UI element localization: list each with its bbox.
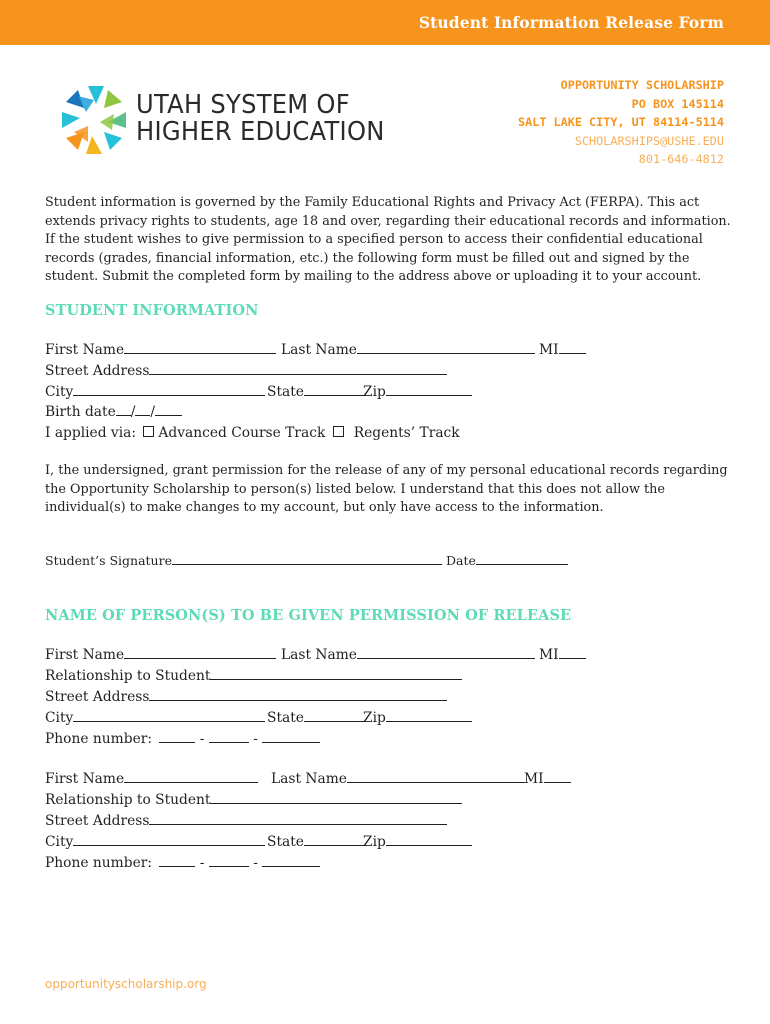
birth-date-row [45,403,182,421]
person2-relationship-row [45,791,462,809]
person2-phone-prefix-input[interactable] [209,854,249,867]
birth-year-input[interactable] [155,403,182,416]
applied-via-label: I applied via: [45,425,137,441]
person2-phone-label: Phone number: [45,855,153,871]
person1-relationship-label: Relationship to Student [45,668,211,684]
city-label: City [45,384,74,400]
person1-first-name-label: First Name [45,647,125,663]
birth-day-input[interactable] [135,403,150,416]
contact-block [518,76,724,169]
mi-label: MI [539,342,559,358]
person2-phone-line-input[interactable] [262,854,320,867]
regents-track-checkbox[interactable] [333,426,344,437]
person1-city-row [45,709,745,727]
person1-street-input[interactable] [149,688,447,701]
birth-month-input[interactable] [116,403,131,416]
ferpa-intro: Student information is governed by the Family Educational Rights and Privacy Act (FERPA). This act extends privacy rights to students, age 18 and over, regarding their educational records and information. If the student wishes to give permission to a specified person to access their confidential educational records (grades, financial information, etc.) the following form must be filled out and signed by the student. Submit the completed form by mailing to the address above or uploading it to your account. [45,195,731,285]
footer-url-link[interactable]: opportunityscholarship.org [45,977,207,991]
birth-date-slash: / [150,404,156,420]
advanced-course-track-label: Advanced Course Track [158,425,326,441]
person2-street-row [45,812,447,830]
person1-state-label: State [267,710,304,726]
form-title: Student Information Release Form [418,13,724,32]
student-section-title: STUDENT INFORMATION [45,302,259,319]
person1-relationship-input[interactable] [210,667,462,680]
person2-state-input[interactable] [304,833,364,846]
student-name-row [45,341,745,359]
student-street-row [45,362,447,380]
person2-phone-dash: - [253,855,258,871]
street-label: Street Address [45,363,150,379]
person2-city-input[interactable] [73,833,265,846]
city-input[interactable] [73,383,265,396]
contact-org: OPPORTUNITY SCHOLARSHIP [560,78,724,92]
last-name-input[interactable] [357,341,535,354]
person2-name-row [45,770,745,788]
person1-last-name-label: Last Name [281,647,357,663]
birth-date-slash: / [130,404,136,420]
person2-state-label: State [267,834,304,850]
date-input[interactable] [476,554,568,565]
person1-phone-row [45,730,320,748]
contact-po-box: PO BOX 145114 [631,96,724,111]
first-name-label: First Name [45,342,125,358]
person2-phone-area-input[interactable] [159,854,195,867]
person2-mi-input[interactable] [544,770,571,783]
first-name-input[interactable] [124,341,276,354]
logo-wordmark [136,92,403,146]
street-input[interactable] [149,362,447,375]
person2-first-name-input[interactable] [124,770,258,783]
applied-via-row [45,424,460,442]
person1-zip-label: Zip [363,710,386,726]
person2-first-name-label: First Name [45,771,125,787]
zip-input[interactable] [386,383,472,396]
signature-input[interactable] [172,554,442,565]
contact-city: SALT LAKE CITY, UT 84114-5114 [518,115,724,129]
signature-label: Student’s Signature [45,553,172,568]
birth-date-label: Birth date [45,404,116,420]
person2-relationship-input[interactable] [210,791,462,804]
person1-last-name-input[interactable] [357,646,535,659]
advanced-course-track-checkbox[interactable] [143,426,154,437]
person1-phone-line-input[interactable] [262,730,320,743]
person2-phone-dash: - [199,855,205,871]
person1-mi-label: MI [539,647,559,663]
state-input[interactable] [304,383,364,396]
ushe-logo [58,84,398,156]
person1-state-input[interactable] [304,709,364,722]
person1-phone-prefix-input[interactable] [209,730,249,743]
person1-relationship-row [45,667,462,685]
person1-first-name-input[interactable] [124,646,276,659]
person2-zip-label: Zip [363,834,386,850]
contact-email[interactable]: SCHOLARSHIPS@USHE.EDU [574,133,724,148]
person1-city-input[interactable] [73,709,265,722]
mi-input[interactable] [559,341,586,354]
person2-last-name-label: Last Name [271,771,347,787]
person2-city-row [45,833,745,851]
date-label: Date [445,553,476,568]
signature-row [45,553,568,568]
person2-relationship-label: Relationship to Student [45,792,211,808]
person1-street-label: Street Address [45,689,150,705]
header-banner [0,0,770,45]
regents-track-label: Regents’ Track [353,425,460,441]
person2-street-label: Street Address [45,813,150,829]
release-section-title: NAME OF PERSON(S) TO BE GIVEN PERMISSION OF RELEASE [45,607,572,624]
logo-line-2: HIGHER EDUCATION [136,117,385,147]
person2-phone-row [45,854,320,872]
contact-phone: 801-646-4812 [638,152,724,166]
person2-city-label: City [45,834,74,850]
person1-phone-dash: - [253,731,258,747]
person1-phone-dash: - [199,731,205,747]
state-label: State [267,384,304,400]
logo-line-1: UTAH SYSTEM OF [136,90,350,120]
person1-name-row [45,646,745,664]
person1-zip-input[interactable] [386,709,472,722]
consent-paragraph: I, the undersigned, grant permission for the release of any of my personal educational records regarding the Opportunity Scholarship to person(s) listed below. I understand that this does not allow the individual(s) to make changes to my account, but only have access to the information. [45,463,728,516]
zip-label: Zip [363,384,386,400]
person1-city-label: City [45,710,74,726]
person1-mi-input[interactable] [559,646,586,659]
person1-phone-label: Phone number: [45,731,153,747]
person2-zip-input[interactable] [386,833,472,846]
person2-mi-label: MI [524,771,544,787]
student-city-row [45,383,745,401]
last-name-label: Last Name [281,342,357,358]
person2-street-input[interactable] [149,812,447,825]
person1-phone-area-input[interactable] [159,730,195,743]
person1-street-row [45,688,447,706]
person2-last-name-input[interactable] [347,770,525,783]
ushe-pinwheel-icon [58,84,130,156]
